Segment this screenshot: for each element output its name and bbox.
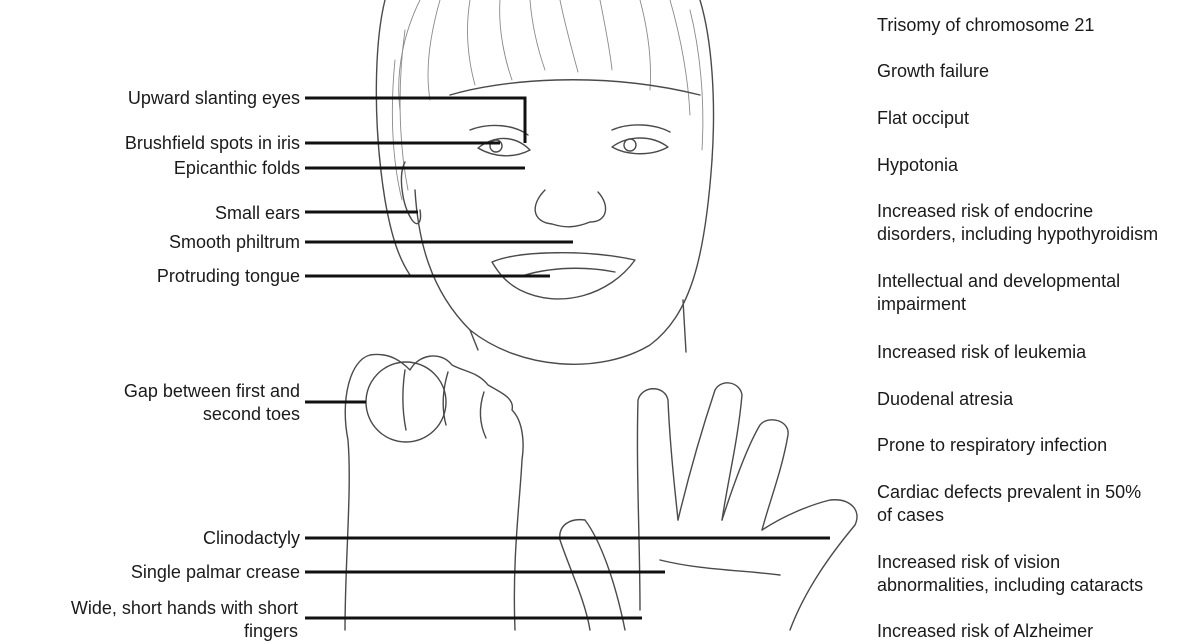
leader-upward-slanting-eyes [305, 98, 525, 143]
label-leukemia-risk [877, 341, 1086, 364]
label-trisomy-21 [877, 14, 1094, 37]
label-gap-between-toes [124, 380, 300, 426]
label-epicanthic-folds: Epicanthic folds [173, 158, 300, 178]
label-hypotonia [877, 154, 958, 177]
label-leukemia-risk-line1: Increased risk of leukemia [877, 342, 1087, 362]
label-flat-occiput-line1: Flat occiput [877, 108, 970, 128]
label-wide-short-hands [71, 597, 298, 643]
label-endocrine-risk-line1: Increased risk of endocrine [877, 201, 1094, 221]
label-intellectual-impairment-line2: impairment [877, 294, 967, 314]
label-alzheimer-risk [877, 620, 1093, 643]
label-cardiac-defects-line2: of cases [877, 505, 945, 525]
label-respiratory-infection [877, 434, 1107, 457]
label-growth-failure [877, 60, 989, 83]
label-single-palmar-crease: Single palmar crease [130, 562, 300, 582]
label-protruding-tongue: Protruding tongue [156, 266, 300, 286]
label-gap-between-toes-line1: Gap between first and [123, 381, 300, 401]
label-upward-slanting-eyes: Upward slanting eyes [127, 88, 300, 108]
label-respiratory-infection-line1: Prone to respiratory infection [877, 435, 1108, 455]
label-intellectual-impairment-line1: Intellectual and developmental [877, 271, 1121, 291]
label-duodenal-atresia-line1: Duodenal atresia [877, 389, 1014, 409]
label-smooth-philtrum: Smooth philtrum [168, 232, 300, 252]
label-duodenal-atresia [877, 388, 1013, 411]
foot-drawing [345, 354, 523, 630]
label-cardiac-defects [877, 481, 1141, 527]
label-growth-failure-line1: Growth failure [877, 61, 990, 81]
label-vision-abnormalities-line2: abnormalities, including cataracts [877, 575, 1144, 595]
label-endocrine-risk-line2: disorders, including hypothyroidism [877, 224, 1159, 244]
label-trisomy-21-line1: Trisomy of chromosome 21 [877, 15, 1095, 35]
label-endocrine-risk [877, 200, 1158, 246]
face-drawing [401, 125, 712, 364]
label-intellectual-impairment [877, 270, 1120, 316]
label-alzheimer-risk-line1: Increased risk of Alzheimer [877, 621, 1094, 641]
hand-drawing [560, 383, 857, 630]
label-vision-abnormalities [877, 551, 1143, 597]
label-flat-occiput [877, 107, 969, 130]
label-wide-short-hands-line1: Wide, short hands with short [70, 598, 298, 618]
label-vision-abnormalities-line1: Increased risk of vision [877, 552, 1061, 572]
leader-lines [305, 98, 830, 618]
label-gap-between-toes-line2: second toes [202, 404, 300, 424]
label-clinodactyly: Clinodactyly [202, 528, 300, 548]
label-wide-short-hands-line2: fingers [243, 621, 298, 641]
hair-drawing [376, 0, 713, 275]
label-hypotonia-line1: Hypotonia [877, 155, 959, 175]
label-brushfield-spots: Brushfield spots in iris [124, 133, 300, 153]
label-cardiac-defects-line1: Cardiac defects prevalent in 50% [877, 482, 1142, 502]
label-small-ears: Small ears [214, 203, 300, 223]
